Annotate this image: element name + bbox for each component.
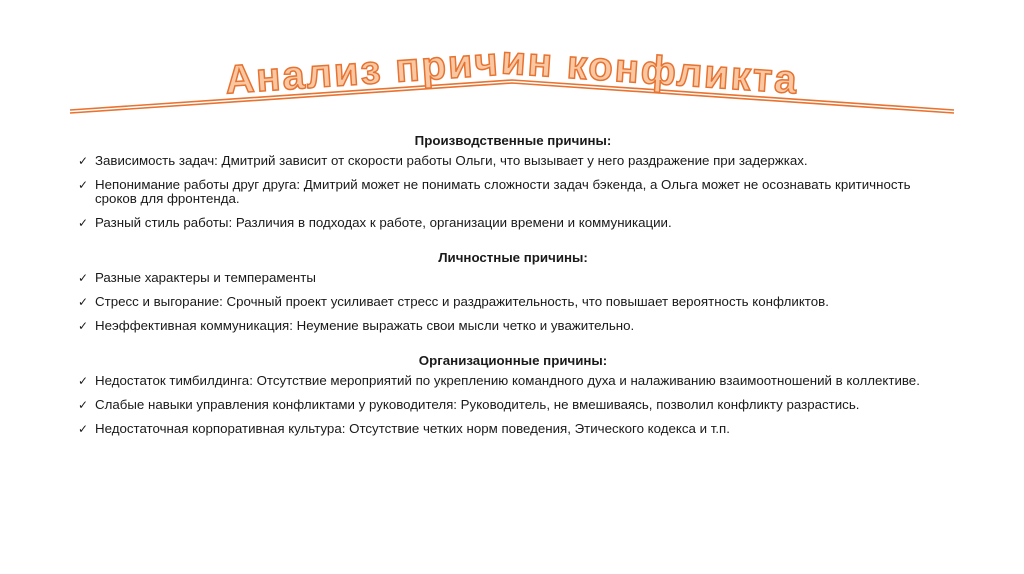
section-production: [78, 134, 948, 230]
section-heading: Организационные причины:: [418, 353, 608, 368]
item-text: Непонимание работы друг друга: Дмитрий может не понимать сложности задач бэкенда, а Ольга может не осознавать критичность сроков для фронтенда.: [95, 177, 911, 206]
list-item: [78, 374, 948, 388]
checkmark-icon: ✓: [78, 216, 89, 230]
checkmark-icon: ✓: [78, 319, 89, 333]
checkmark-icon: ✓: [78, 178, 89, 192]
list-item: [78, 154, 948, 168]
checkmark-icon: ✓: [78, 374, 89, 388]
title-underline-2: [70, 83, 954, 113]
checkmark-icon: ✓: [78, 422, 89, 436]
item-text: Недостаточная корпоративная культура: Отсутствие четких норм поведения, Этического кодекса и т.п.: [95, 421, 730, 436]
item-text: Недостаток тимбилдинга: Отсутствие мероприятий по укреплению командного духа и налаживанию взаимоотношений в коллективе.: [95, 373, 920, 388]
checkmark-icon: ✓: [78, 295, 89, 309]
checkmark-icon: ✓: [78, 398, 89, 412]
item-text: Разный стиль работы: Различия в подходах к работе, организации времени и коммуникации.: [95, 215, 672, 230]
checkmark-icon: ✓: [78, 154, 89, 168]
list-item: [78, 422, 948, 436]
page-title: [224, 38, 800, 102]
title-underline: [70, 80, 954, 110]
list-item: [78, 319, 948, 333]
content: [78, 134, 948, 457]
section-heading: Личностные причины:: [438, 250, 588, 265]
item-text: Слабые навыки управления конфликтами у руководителя: Руководитель, не вмешиваясь, позволил конфликту разрастись.: [95, 397, 860, 412]
checkmark-icon: ✓: [78, 271, 89, 285]
section-organizational: [78, 354, 948, 436]
list-item: [78, 295, 948, 309]
section-heading: Производственные причины:: [414, 133, 612, 148]
item-text: Разные характеры и темпераменты: [95, 270, 316, 285]
item-text: Стресс и выгорание: Срочный проект усиливает стресс и раздражительность, что повышает вероятность конфликтов.: [95, 294, 829, 309]
list-item: [78, 398, 948, 412]
item-text: Зависимость задач: Дмитрий зависит от скорости работы Ольги, что вызывает у него раздражение при задержках.: [95, 153, 808, 168]
item-text: Неэффективная коммуникация: Неумение выражать свои мысли четко и уважительно.: [95, 318, 635, 333]
list-item: [78, 271, 948, 285]
section-personal: [78, 251, 948, 333]
list-item: [78, 178, 948, 206]
title-wordart: [0, 0, 1024, 130]
page-title-text: Анализ причин конфликта: [223, 38, 801, 103]
list-item: [78, 216, 948, 230]
